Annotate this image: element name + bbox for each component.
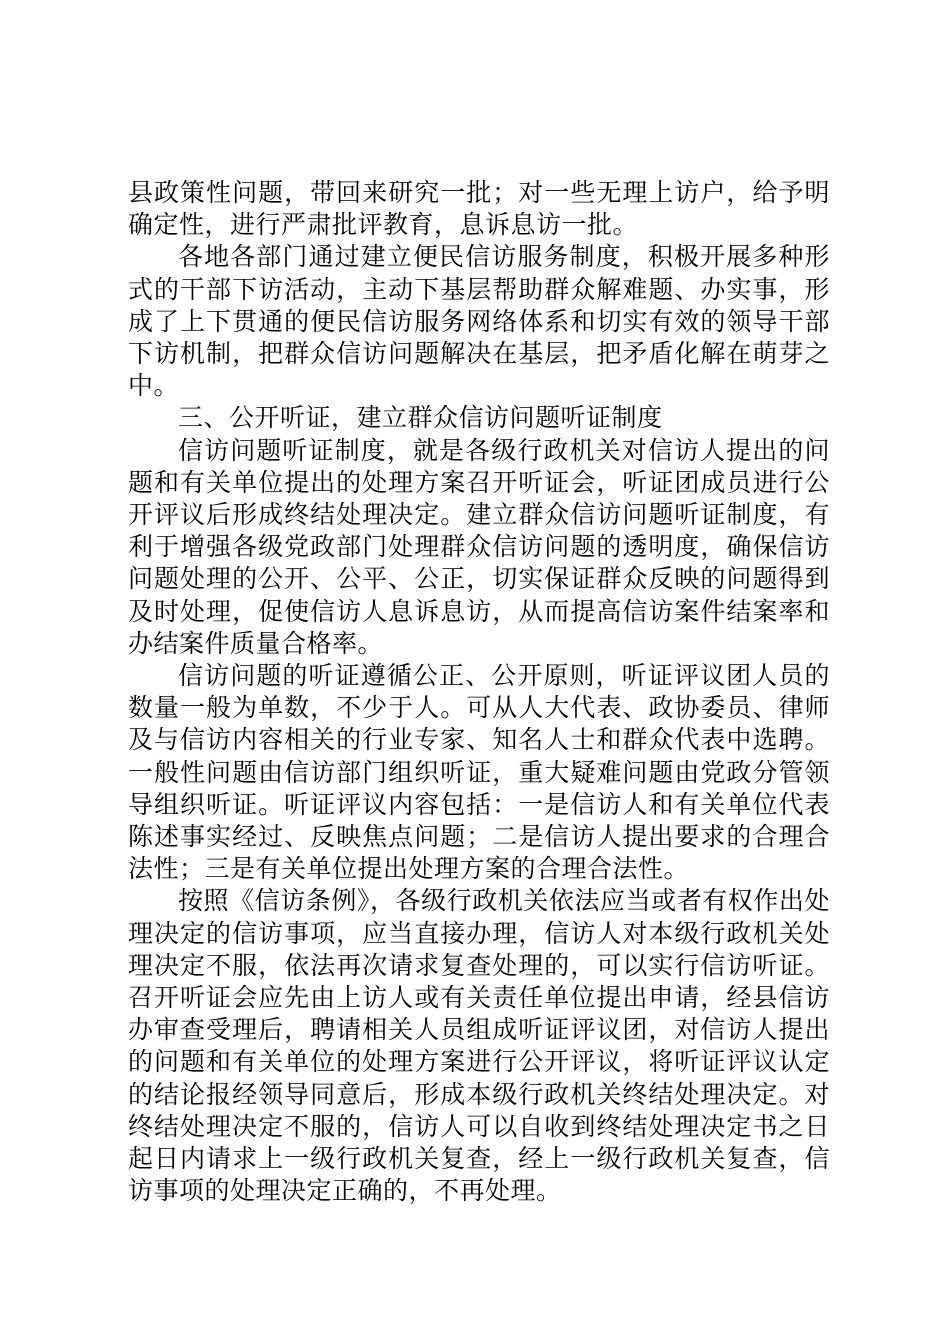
paragraph: 信访问题的听证遵循公正、公开原则，听证评议团人员的数量一般为单数，不少于人。可从人大代表、政协委员、律师及与信访内容相关的行业专家、知名人士和群众代表中选聘。一般性问题由信访部门组织听证，重大疑难问题由党政分管领导组织听证。听证评议内容包括：一是信访人和有关单位代表陈述事实经过、反映焦点问题；二是信访人提出要求的合理合法性；三是有关单位提出处理方案的合理合法性。 — [128, 661, 830, 884]
document-body — [128, 177, 830, 1208]
paragraph: 信访问题听证制度，就是各级行政机关对信访人提出的问题和有关单位提出的处理方案召开听证会，听证团成员进行公开评议后形成终结处理决定。建立群众信访问题听证制度，有利于增强各级党政部门处理群众信访问题的透明度，确保信访问题处理的公开、公平、公正，切实保证群众反映的问题得到及时处理，促使信访人息诉息访，从而提高信访案件结案率和办结案件质量合格率。 — [128, 435, 830, 658]
paragraph: 各地各部门通过建立便民信访服务制度，积极开展多种形式的干部下访活动，主动下基层帮助群众解难题、办实事，形成了上下贯通的便民信访服务网络体系和切实有效的领导干部下访机制，把群众信访问题解决在基层，把矛盾化解在萌芽之中。 — [128, 242, 830, 401]
paragraph: 按照《信访条例》，各级行政机关依法应当或者有权作出处理决定的信访事项，应当直接办理，信访人对本级行政机关处理决定不服，依法再次请求复查处理的，可以实行信访听证。召开听证会应先由上访人或有关责任单位提出申请，经县信访办审查受理后，聘请相关人员组成听证评议团，对信访人提出的问题和有关单位的处理方案进行公开评议，将听证评议认定的结论报经领导同意后，形成本级行政机关终结处理决定。对终结处理决定不服的，信访人可以自收到终结处理决定书之日起日内请求上一级行政机关复查，经上一级行政机关复查，信访事项的处理决定正确的，不再处理。 — [128, 886, 830, 1206]
section-heading: 三、公开听证，建立群众信访问题听证制度 — [178, 403, 663, 433]
paragraph-continuation: 县政策性问题，带回来研究一批；对一些无理上访户，给予明确定性，进行严肃批评教育，息诉息访一批。 — [128, 178, 830, 240]
